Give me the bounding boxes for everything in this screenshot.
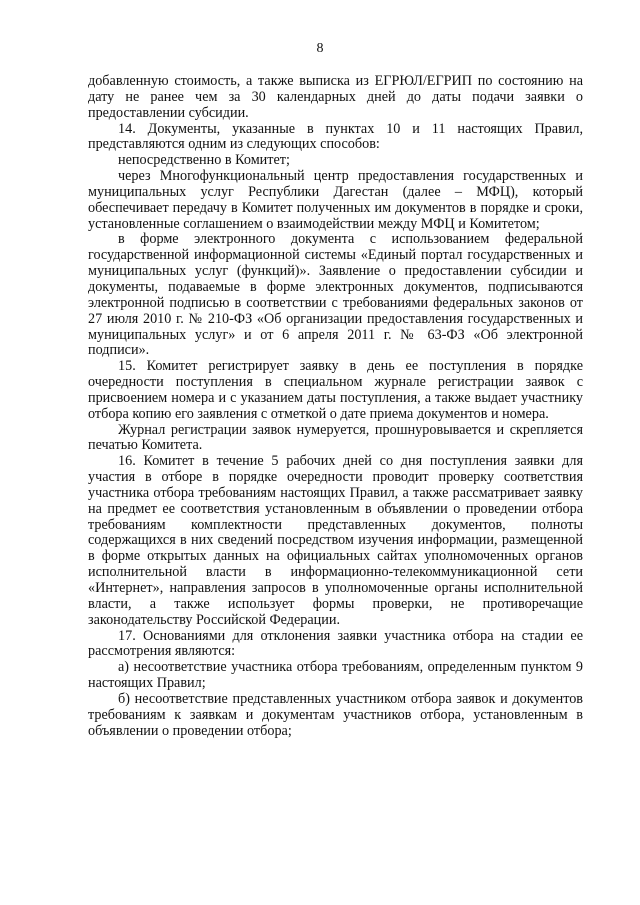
paragraph: в форме электронного документа с использованием федеральной государственной информационной системы «Единый портал государственных и муниципальных услуг (функций)». Заявление о предоставлении субсидии и документы, подаваемые в форме электронных документов, подписываются электронной подписью в соответствии с требованиями федеральных законов от 27 июля 2010 г. № 210-ФЗ «Об организации предоставления государственных и муниципальных услуг» и от 6 апреля 2011 г. № 63-ФЗ «Об электронной подписи».: [88, 231, 583, 359]
paragraph: 14. Документы, указанные в пунктах 10 и 11 настоящих Правил, представляются одним из следующих способов:: [88, 120, 583, 153]
document-body: [88, 74, 583, 739]
paragraph: б) несоответствие представленных участником отбора заявок и документов требованиям к заявкам и документам участников отбора, установленным в объявлении о проведении отбора;: [88, 690, 583, 739]
paragraph: 17. Основаниями для отклонения заявки участника отбора на стадии ее рассмотрения являются:: [88, 627, 583, 660]
paragraph: Журнал регистрации заявок нумеруется, прошнуровывается и скрепляется печатью Комитета.: [88, 421, 583, 454]
paragraph: добавленную стоимость, а также выписка из ЕГРЮЛ/ЕГРИП по состоянию на дату не ранее чем за 30 календарных дней до даты подачи заявки о предоставлении субсидии.: [88, 73, 583, 121]
paragraph: непосредственно в Комитет;: [118, 152, 290, 169]
page-number: 8: [316, 41, 324, 56]
paragraph: 15. Комитет регистрирует заявку в день ее поступления в порядке очередности поступления в специальном журнале регистрации заявок с присвоением номера и с указанием даты поступления, а также выдает участнику отбора копию его заявления с отметкой о дате приема документов и номера.: [88, 358, 583, 422]
paragraph: через Многофункциональный центр предоставления государственных и муниципальных услуг Республики Дагестан (далее – МФЦ), который обеспечивает передачу в Комитет полученных им документов в порядке и сроки, установленные соглашением о взаимодействии между МФЦ и Комитетом;: [88, 168, 583, 232]
paragraph: а) несоответствие участника отбора требованиям, определенным пунктом 9 настоящих Правил;: [88, 659, 583, 692]
paragraph: 16. Комитет в течение 5 рабочих дней со дня поступления заявки для участия в отборе в порядке очередности проводит проверку соответствия участника отбора требованиям настоящих Правил, а также рассматривает заявку на предмет ее соответствия установленным в объявлении о проведении отбора требованиям комплектности представленных документов, полноты содержащихся в них сведений посредством изучения информации, размещенной в форме открытых данных на официальных сайтах уполномоченных органов исполнительной власти в информационно-телекоммуникационной сети «Интернет», направления запросов в уполномоченные органы исполнительной власти, а также использует формы проверки, не противоречащие законодательству Российской Федерации.: [88, 453, 583, 628]
